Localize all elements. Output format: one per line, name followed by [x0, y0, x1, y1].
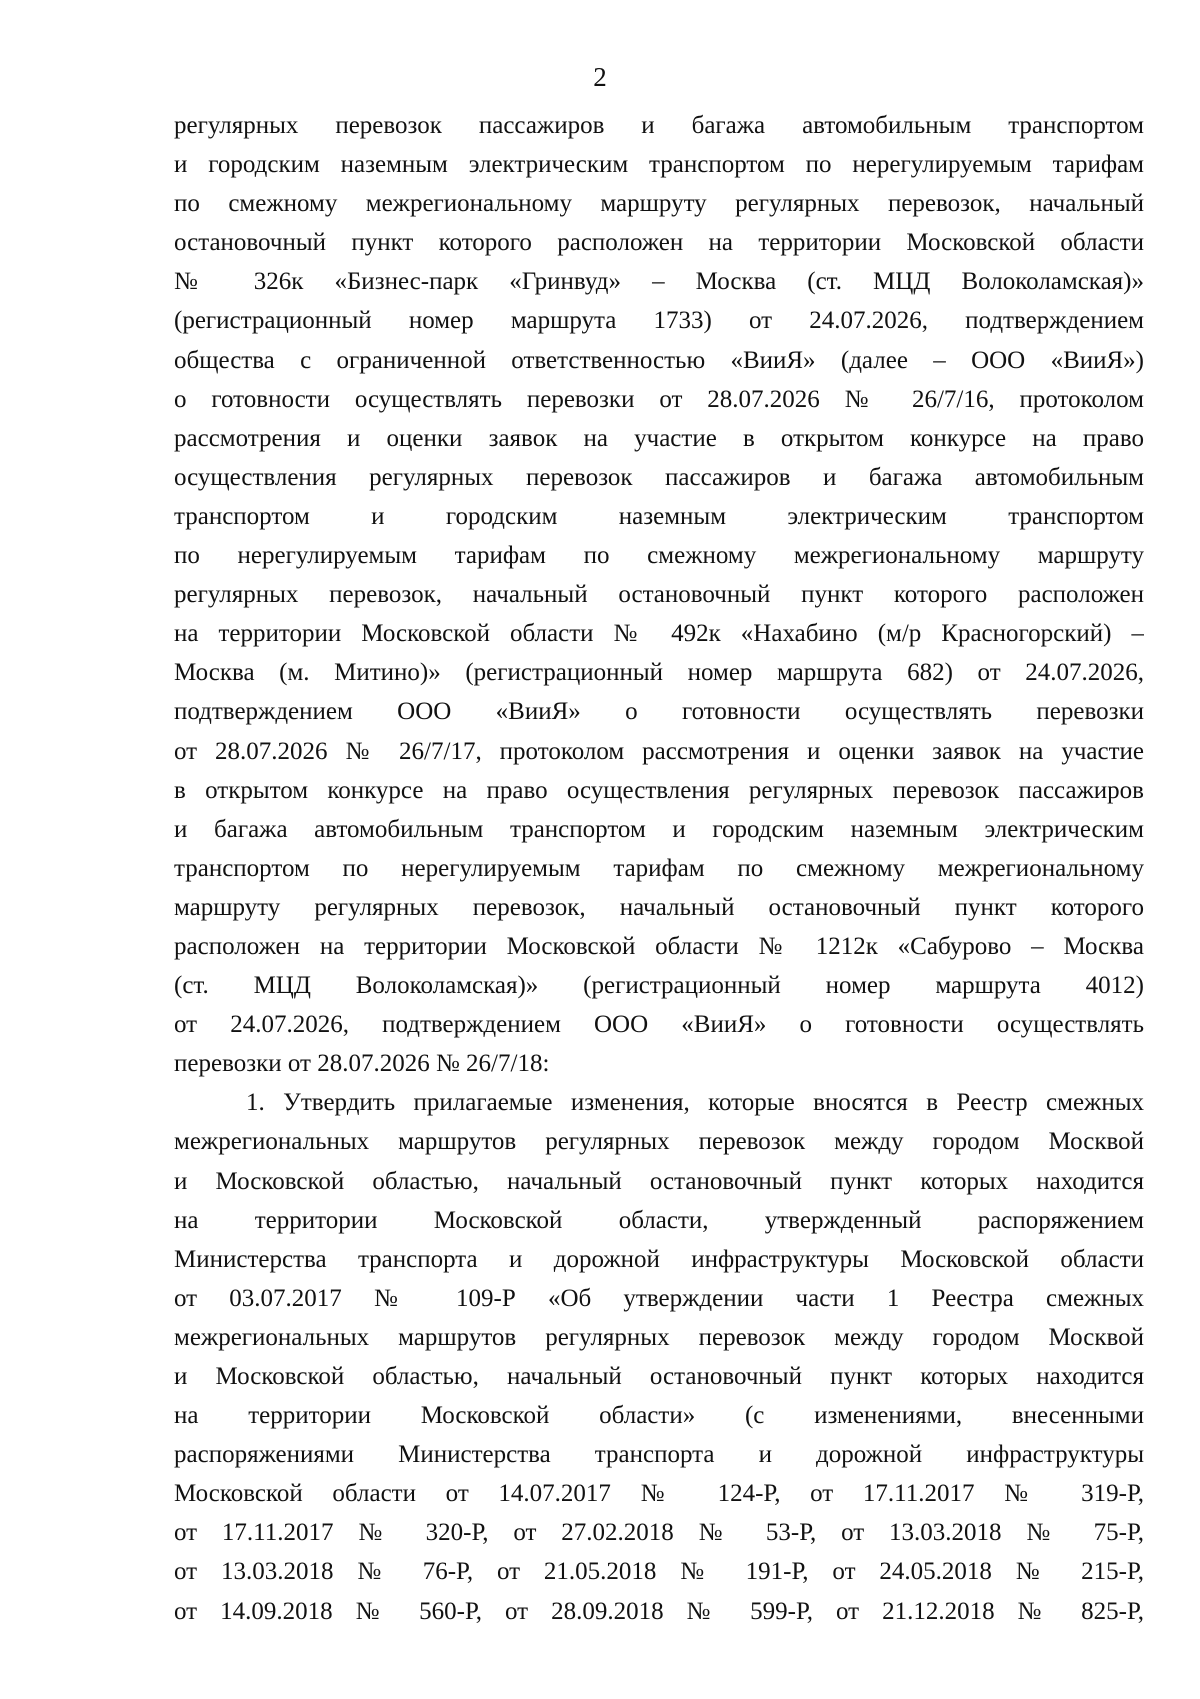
- text-line: Москва (м. Митино)» (регистрационный номер маршрута 682) от 24.07.2026,: [174, 659, 1144, 687]
- text-line: от 28.07.2026 № 26/7/17, протоколом рассмотрения и оценки заявок на участие: [174, 737, 1144, 765]
- text-line: рассмотрения и оценки заявок на участие в открытом конкурсе на право: [174, 424, 1144, 452]
- text-line: № 326к «Бизнес-парк «Гринвуд» – Москва (ст. МЦД Волоколамская)»: [174, 268, 1144, 296]
- text-line: распоряжениями Министерства транспорта и дорожной инфраструктуры: [174, 1441, 1144, 1469]
- text-line: подтверждением ООО «ВииЯ» о готовности осуществлять перевозки: [174, 698, 1144, 726]
- text-line: по нерегулируемым тарифам по смежному межрегиональному маршруту: [174, 542, 1144, 570]
- text-line: остановочный пункт которого расположен на территории Московской области: [174, 229, 1144, 257]
- text-line: (ст. МЦД Волоколамская)» (регистрационный номер маршрута 4012): [174, 972, 1144, 1000]
- text-line: от 17.11.2017 № 320-Р, от 27.02.2018 № 53-Р, от 13.03.2018 № 75-Р,: [174, 1519, 1144, 1547]
- text-line: от 03.07.2017 № 109-Р «Об утверждении части 1 Реестра смежных: [174, 1284, 1144, 1312]
- text-line: транспортом и городским наземным электрическим транспортом: [174, 502, 1144, 530]
- text-line: о готовности осуществлять перевозки от 28.07.2026 № 26/7/16, протоколом: [174, 385, 1144, 413]
- text-line: на территории Московской области № 492к «Нахабино (м/р Красногорский) –: [174, 620, 1144, 648]
- text-line: Министерства транспорта и дорожной инфраструктуры Московской области: [174, 1245, 1144, 1273]
- text-line: 1. Утвердить прилагаемые изменения, которые вносятся в Реестр смежных: [246, 1089, 1144, 1117]
- text-line: общества с ограниченной ответственностью «ВииЯ» (далее – ООО «ВииЯ»): [174, 346, 1144, 374]
- text-line: от 24.07.2026, подтверждением ООО «ВииЯ» о готовности осуществлять: [174, 1011, 1144, 1039]
- text-line: на территории Московской области» (с изменениями, внесенными: [174, 1402, 1144, 1430]
- text-line: маршруту регулярных перевозок, начальный остановочный пункт которого: [174, 893, 1144, 921]
- text-line: межрегиональных маршрутов регулярных перевозок между городом Москвой: [174, 1128, 1144, 1156]
- text-line: на территории Московской области, утвержденный распоряжением: [174, 1206, 1144, 1234]
- text-line: межрегиональных маршрутов регулярных перевозок между городом Москвой: [174, 1323, 1144, 1351]
- text-line: транспортом по нерегулируемым тарифам по смежному межрегиональному: [174, 854, 1144, 882]
- page-number: 2: [593, 62, 607, 92]
- text-line: осуществления регулярных перевозок пассажиров и багажа автомобильным: [174, 463, 1144, 491]
- text-line: и Московской областью, начальный остановочный пункт которых находится: [174, 1167, 1144, 1195]
- text-line: Московской области от 14.07.2017 № 124-Р, от 17.11.2017 № 319-Р,: [174, 1480, 1144, 1508]
- text-line: регулярных перевозок пассажиров и багажа автомобильным транспортом: [174, 112, 1144, 139]
- text-line: перевозки от 28.07.2026 № 26/7/18:: [174, 1050, 550, 1078]
- text-line: расположен на территории Московской области № 1212к «Сабурово – Москва: [174, 932, 1144, 960]
- text-line: и Московской областью, начальный остановочный пункт которых находится: [174, 1363, 1144, 1390]
- text-line: (регистрационный номер маршрута 1733) от 24.07.2026, подтверждением: [174, 307, 1144, 335]
- text-line: по смежному межрегиональному маршруту регулярных перевозок, начальный: [174, 190, 1144, 218]
- text-line: и багажа автомобильным транспортом и городским наземным электрическим: [174, 815, 1144, 843]
- text-line: и городским наземным электрическим транспортом по нерегулируемым тарифам: [174, 151, 1144, 179]
- text-line: в открытом конкурсе на право осуществления регулярных перевозок пассажиров: [174, 776, 1144, 804]
- text-line: регулярных перевозок, начальный остановочный пункт которого расположен: [174, 581, 1144, 609]
- text-line: от 13.03.2018 № 76-Р, от 21.05.2018 № 191-Р, от 24.05.2018 № 215-Р,: [174, 1558, 1144, 1586]
- document-text: [174, 106, 1144, 1631]
- text-line: от 14.09.2018 № 560-Р, от 28.09.2018 № 599-Р, от 21.12.2018 № 825-Р,: [174, 1597, 1144, 1625]
